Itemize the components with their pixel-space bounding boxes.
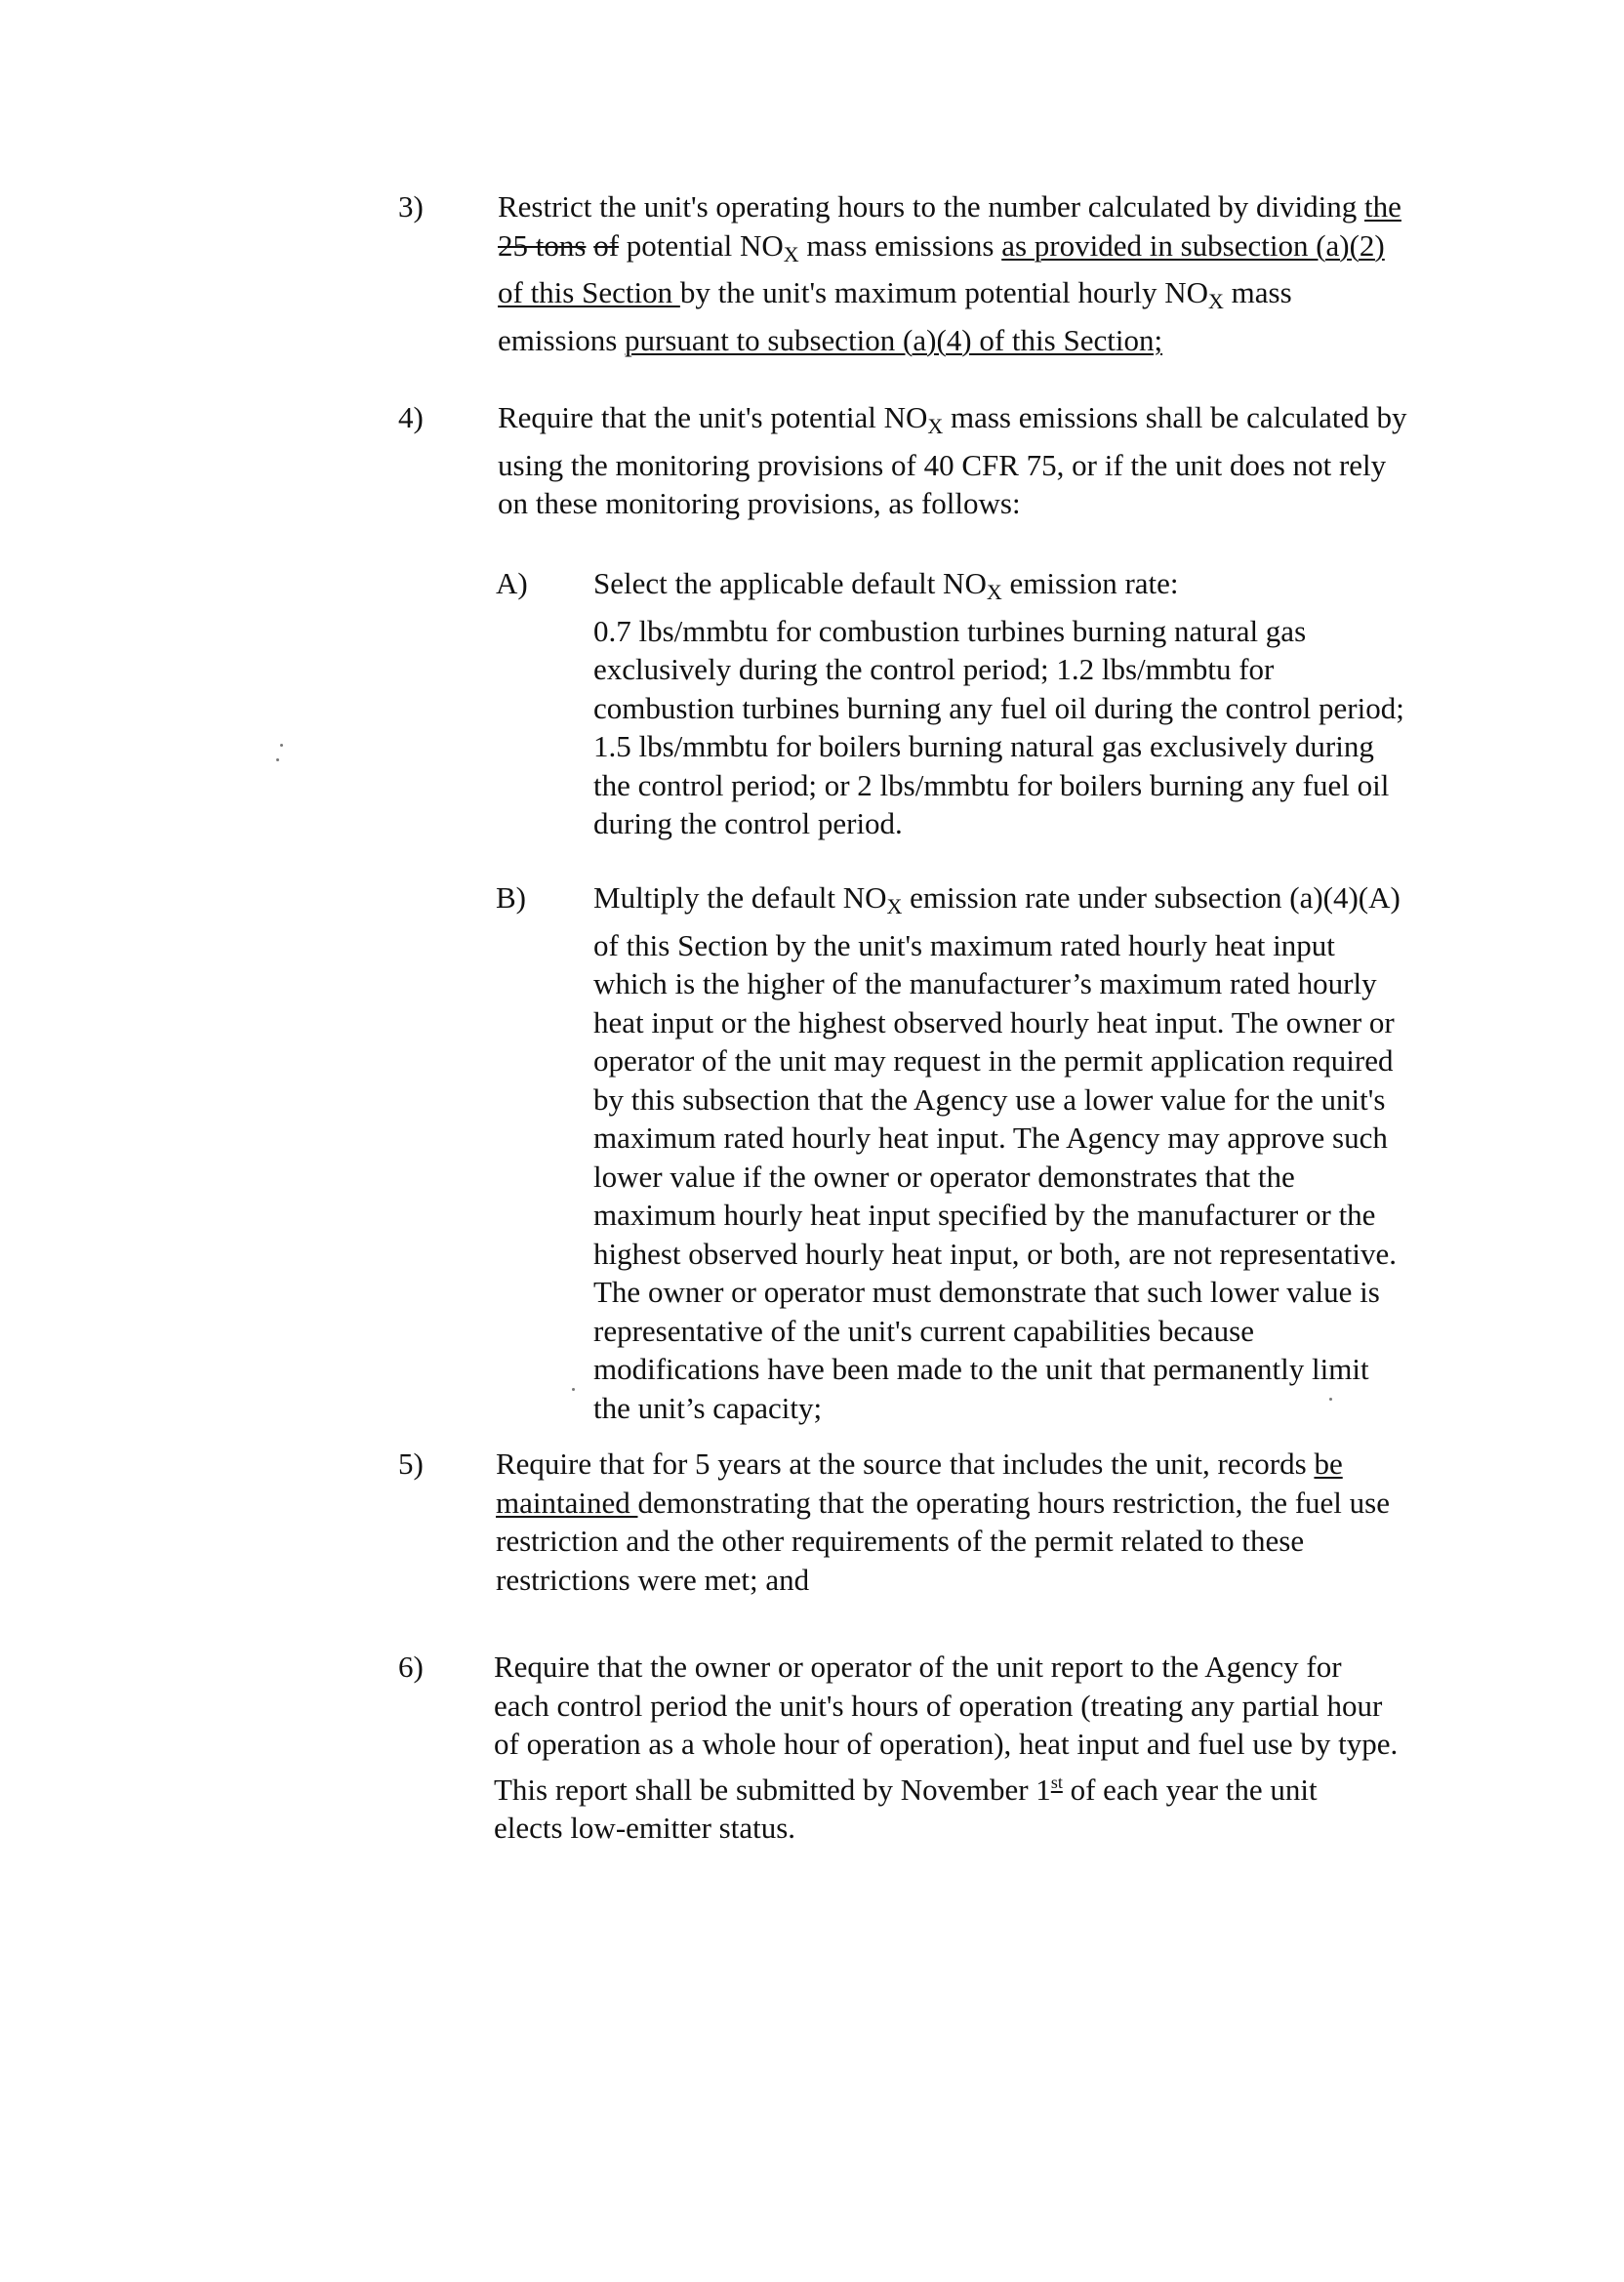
text-line: Restrict the unit's operating hours to the number calculated by dividing the bbox=[498, 189, 1401, 224]
text-line: The owner or operator must demonstrate that such lower value is bbox=[593, 1275, 1380, 1309]
text-line: operator of the unit may request in the permit application required bbox=[593, 1043, 1394, 1078]
text-line: restriction and the other requirements of the permit related to these bbox=[496, 1524, 1305, 1558]
text-line: combustion turbines burning any fuel oil during the control period; bbox=[593, 690, 1404, 725]
scan-speck bbox=[1329, 1398, 1332, 1401]
text-line: on these monitoring provisions, as follows: bbox=[498, 486, 1021, 520]
subitem-letter: A) bbox=[496, 566, 528, 600]
scan-speck bbox=[572, 1388, 575, 1391]
text-line: highest observed hourly heat input, or both, are not representative. bbox=[593, 1236, 1397, 1271]
text-line: 0.7 lbs/mmbtu for combustion turbines burning natural gas bbox=[593, 613, 1307, 648]
item-number: 3) bbox=[398, 189, 424, 224]
subitem-text bbox=[593, 564, 1404, 843]
text-line: the unit’s capacity; bbox=[593, 1390, 823, 1425]
text-line: Select the applicable default $NO_X$ emission rate: bbox=[593, 566, 1179, 604]
item-text bbox=[498, 398, 1406, 523]
text-line: of operation as a whole hour of operation), heat input and fuel use by type. bbox=[494, 1727, 1399, 1761]
text-line: emissions pursuant to subsection (a)(4) of this Section; bbox=[498, 322, 1163, 357]
item-number: 5) bbox=[398, 1447, 424, 1481]
text-line: by this subsection that the Agency use a lower value for the unit's bbox=[593, 1081, 1386, 1117]
item-text bbox=[494, 1648, 1398, 1848]
text-line: 25 tons of potential $NO_X$ mass emissions as provided in subsection (a)(2) bbox=[498, 227, 1385, 266]
text-line: maximum rated hourly heat input. The Agency may approve such bbox=[593, 1121, 1388, 1155]
text-line: during the control period. bbox=[593, 806, 903, 840]
item-number: 4) bbox=[398, 400, 424, 434]
text-line: of this Section by the unit's maximum potential hourly $NO_X$ mass bbox=[498, 275, 1292, 313]
text-line: heat input or the highest observed hourly heat input. The owner or bbox=[593, 1004, 1395, 1039]
text-line: 1.5 lbs/mmbtu for boilers burning natural gas exclusively during bbox=[593, 729, 1374, 763]
subitem-text bbox=[593, 878, 1401, 1427]
text-line: lower value if the owner or operator demonstrates that the bbox=[593, 1159, 1295, 1194]
scan-speck bbox=[280, 744, 283, 747]
item-text bbox=[498, 187, 1401, 359]
text-line: maximum hourly heat input specified by the manufacturer or the bbox=[593, 1198, 1376, 1232]
scan-speck bbox=[276, 758, 279, 761]
text-line: maintained demonstrating that the operating hours restriction, the fuel use bbox=[496, 1485, 1390, 1520]
text-line: Multiply the default $NO_X$ emission rate under subsection (a)(4)(A) bbox=[593, 880, 1401, 918]
subitem-letter: B) bbox=[496, 880, 526, 915]
text-line: the control period; or 2 lbs/mmbtu for boilers burning any fuel oil bbox=[593, 767, 1390, 802]
text-line: of this Section by the unit's maximum rated hourly heat input bbox=[593, 927, 1335, 962]
text-line: Require that the owner or operator of the unit report to the Agency for bbox=[494, 1650, 1342, 1684]
text-line: restrictions were met; and bbox=[496, 1562, 810, 1597]
text-line: Require that the unit's potential $NO_X$ mass emissions shall be calculated by bbox=[498, 400, 1407, 438]
text-line: each control period the unit's hours of operation (treating any partial hour bbox=[494, 1688, 1383, 1723]
item-number: 6) bbox=[398, 1650, 424, 1684]
text-line: using the monitoring provisions of 40 CFR 75, or if the unit does not rely bbox=[498, 447, 1387, 482]
text-line: This report shall be submitted by November 1st of each year the unit bbox=[494, 1772, 1318, 1807]
text-line: exclusively during the control period; 1.2 lbs/mmbtu for bbox=[593, 652, 1275, 686]
text-line: which is the higher of the manufacturer’s maximum rated hourly bbox=[593, 966, 1377, 1000]
text-line: representative of the unit's current capabilities because bbox=[593, 1313, 1254, 1348]
text-line: elects low-emitter status. bbox=[494, 1811, 796, 1845]
item-text bbox=[496, 1445, 1390, 1599]
text-line: modifications have been made to the unit that permanently limit bbox=[593, 1352, 1369, 1386]
text-line: Require that for 5 years at the source that includes the unit, records be bbox=[496, 1447, 1343, 1481]
